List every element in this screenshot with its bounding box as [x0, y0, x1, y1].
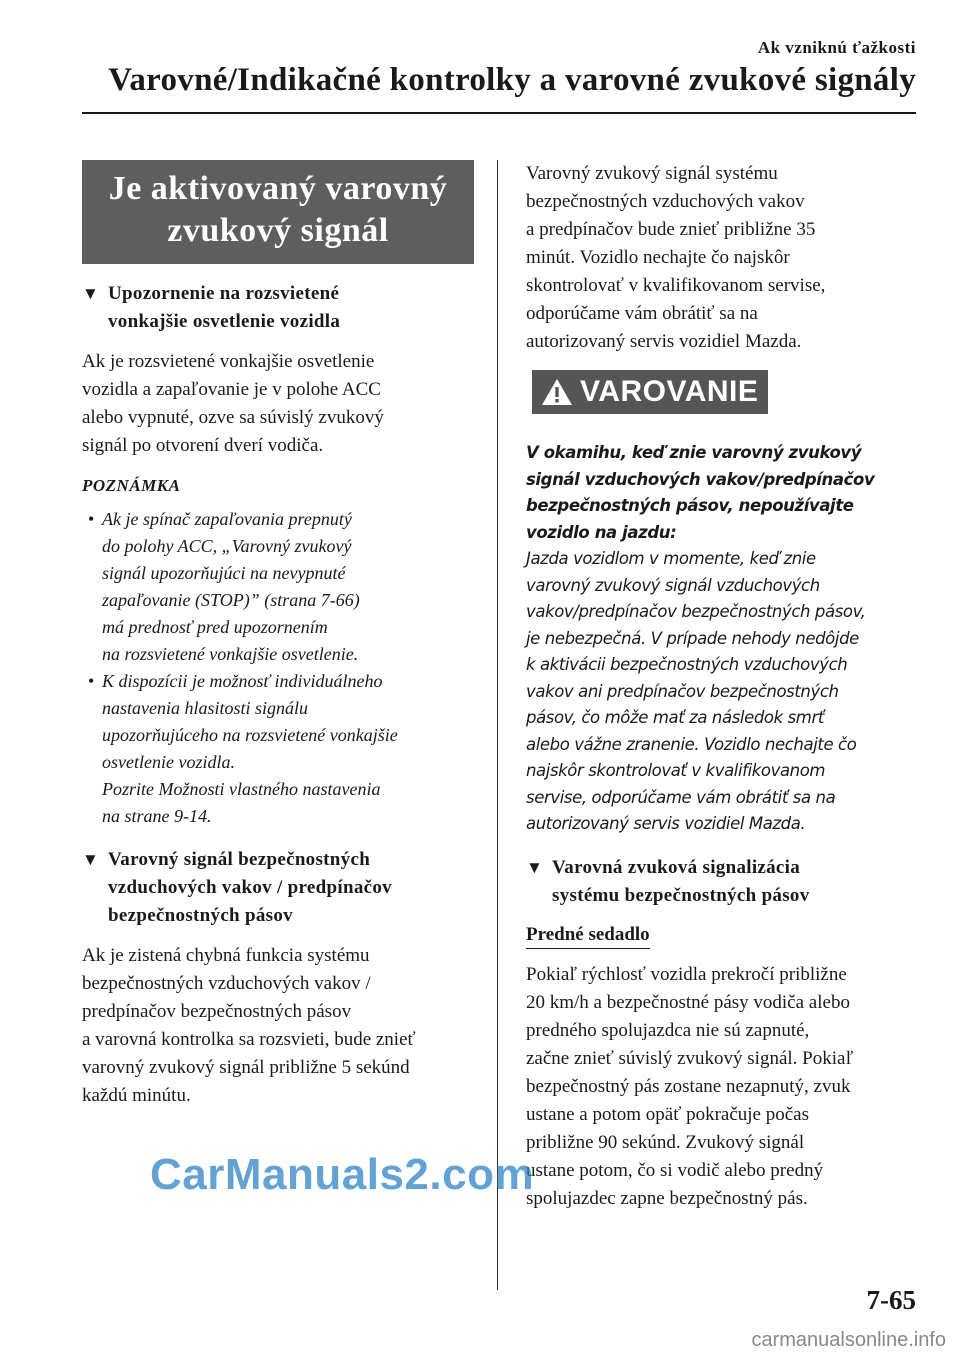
text-line: vozidla a zapaľovanie je v polohe ACC: [82, 379, 381, 400]
warning-line: vakov/predpínačov bezpečnostných pásov,: [526, 602, 866, 621]
warning-line: najskôr skontrolovať v kvalifikovanom: [526, 761, 826, 780]
triangle-down-icon: ▼: [82, 850, 99, 869]
warning-line: servise, odporúčame vám obrátiť sa na: [526, 787, 836, 807]
warning-line: varovný zvukový signál vzduchových: [526, 575, 820, 595]
text-line: a predpínačov bude znieť približne 35: [526, 219, 816, 240]
note-line: signál upozorňujúci na nevypnuté: [102, 563, 346, 583]
bullet-icon: •: [88, 671, 95, 691]
text-line: Varovný zvukový signál systému: [526, 163, 778, 184]
warning-bold-line: bezpečnostných pásov, nepoužívajte: [526, 496, 854, 515]
note-heading: POZNÁMKA: [82, 476, 181, 495]
text-line: ustane a potom opäť pokračuje počas: [526, 1103, 809, 1125]
triangle-down-icon: ▼: [526, 857, 543, 877]
note-item: [82, 506, 474, 668]
warning-line: vakov ani predpínačov bezpečnostných: [526, 681, 839, 701]
subheading-line: bezpečnostných pásov: [108, 905, 293, 926]
column-divider: [497, 160, 498, 1290]
left-column: [82, 160, 474, 1110]
watermark: CarManuals2.com: [150, 1150, 535, 1199]
warning-text: [526, 440, 918, 838]
exterior-lights-text: [82, 348, 474, 460]
text-line: a varovná kontrolka sa rozsvieti, bude znieť: [82, 1029, 416, 1050]
text-line: každú minútu.: [82, 1085, 191, 1106]
text-line: Pokiaľ rýchlosť vozidla prekročí približne: [526, 963, 847, 985]
airbag-warning-text: [82, 942, 474, 1110]
subheading-seatbelt: [526, 854, 918, 910]
text-line: bezpečnostných vzduchových vakov /: [82, 973, 371, 994]
page-number: 7-65: [866, 1285, 916, 1315]
note-line: Pozrite Možnosti vlastného nastavenia: [102, 779, 381, 799]
text-line: varovný zvukový signál približne 5 sekúnd: [82, 1057, 410, 1078]
note-line: na strane 9-14.: [102, 806, 212, 826]
text-line: Ak je rozsvietené vonkajšie osvetlenie: [82, 351, 375, 372]
text-line: spolujazdec zapne bezpečnostný pás.: [526, 1187, 808, 1209]
bullet-icon: •: [88, 509, 95, 529]
text-line: bezpečnostný pás zostane nezapnutý, zvuk: [526, 1075, 851, 1097]
warning-line: autorizovaný servis vozidiel Mazda.: [526, 814, 806, 833]
note-item: [82, 668, 474, 830]
front-seat-heading: Predné sedadlo: [526, 924, 650, 949]
footer-site-link[interactable]: carmanualsonline.info: [751, 1329, 946, 1351]
note-list: [82, 506, 474, 830]
note-line: nastavenia hlasitosti signálu: [102, 698, 309, 718]
warning-line: Jazda vozidlom v momente, keď znie: [526, 549, 816, 568]
warning-line: alebo vážne zranenie. Vozidlo nechajte čo: [526, 734, 857, 754]
note-line: upozorňujúceho na rozsvietené vonkajšie: [102, 725, 398, 745]
triangle-down-icon: ▼: [82, 284, 99, 303]
header-section-label: Ak vzniknú ťažkosti: [757, 38, 916, 57]
section-banner: [82, 160, 474, 264]
subheading-line: Varovný signál bezpečnostných: [108, 849, 371, 870]
text-line: autorizovaný servis vozidiel Mazda.: [526, 331, 802, 352]
note-line: K dispozícii je možnosť individuálneho: [102, 671, 383, 691]
note-line: na rozsvietené vonkajšie osvetlenie.: [102, 644, 359, 664]
text-line: odporúčame vám obrátiť sa na: [526, 303, 758, 324]
warning-badge: [532, 370, 768, 414]
note-line: zapaľovanie (STOP)” (strana 7-66): [102, 590, 360, 610]
warning-bold-line: V okamihu, keď znie varovný zvukový: [526, 443, 862, 462]
text-line: približne 90 sekúnd. Zvukový signál: [526, 1131, 805, 1153]
subheading-airbag-warning: [82, 846, 474, 930]
warning-triangle-icon: [540, 377, 574, 407]
note-line: má prednosť pred upozornením: [102, 617, 328, 637]
text-line: bezpečnostných vzduchových vakov: [526, 191, 805, 212]
note-line: osvetlenie vozidla.: [102, 752, 235, 772]
warning-bold-line: signál vzduchových vakov/predpínačov: [526, 469, 875, 489]
warning-line: pásov, čo môže mať za následok smrť: [526, 708, 824, 727]
page-title: Varovné/Indikačné kontrolky a varovné zvukové signály: [108, 62, 916, 98]
note-line: do polohy ACC, „Varovný zvukový: [102, 536, 352, 556]
header-rule: [82, 112, 916, 114]
subheading-line: Varovná zvuková signalizácia: [552, 856, 801, 878]
banner-line: zvukový signál: [167, 212, 389, 249]
text-line: minút. Vozidlo nechajte čo najskôr: [526, 247, 790, 268]
seatbelt-text: [526, 961, 918, 1213]
warning-label: VAROVANIE: [580, 375, 759, 408]
subheading-exterior-lights: [82, 280, 474, 336]
note-line: Ak je spínač zapaľovania prepnutý: [102, 509, 352, 529]
subheading-line: systému bezpečnostných pásov: [552, 884, 810, 906]
text-line: signál po otvorení dverí vodiča.: [82, 435, 324, 456]
warning-line: je nebezpečná. V prípade nehody nedôjde: [526, 628, 859, 648]
text-line: začne znieť súvislý zvukový signál. Pokiaľ: [526, 1047, 854, 1069]
banner-line: Je aktivovaný varovný: [108, 170, 448, 207]
text-line: alebo vypnuté, ozve sa súvislý zvukový: [82, 407, 384, 428]
warning-bold-line: vozidlo na jazdu:: [526, 522, 677, 542]
subheading-line: Upozornenie na rozsvietené: [108, 283, 340, 304]
airbag-intro-text: [526, 160, 918, 356]
text-line: ustane potom, čo si vodič alebo predný: [526, 1159, 824, 1181]
right-column: [526, 160, 918, 1213]
subheading-line: vzduchových vakov / predpínačov: [108, 877, 392, 898]
text-line: predného spolujazdca nie sú zapnuté,: [526, 1019, 810, 1041]
text-line: predpínačov bezpečnostných pásov: [82, 1001, 352, 1022]
text-line: skontrolovať v kvalifikovanom servise,: [526, 275, 826, 296]
text-line: 20 km/h a bezpečnostné pásy vodiča alebo: [526, 991, 850, 1013]
subheading-line: vonkajšie osvetlenie vozidla: [108, 311, 341, 332]
text-line: Ak je zistená chybná funkcia systému: [82, 945, 370, 966]
warning-line: k aktivácii bezpečnostných vzduchových: [526, 655, 848, 674]
